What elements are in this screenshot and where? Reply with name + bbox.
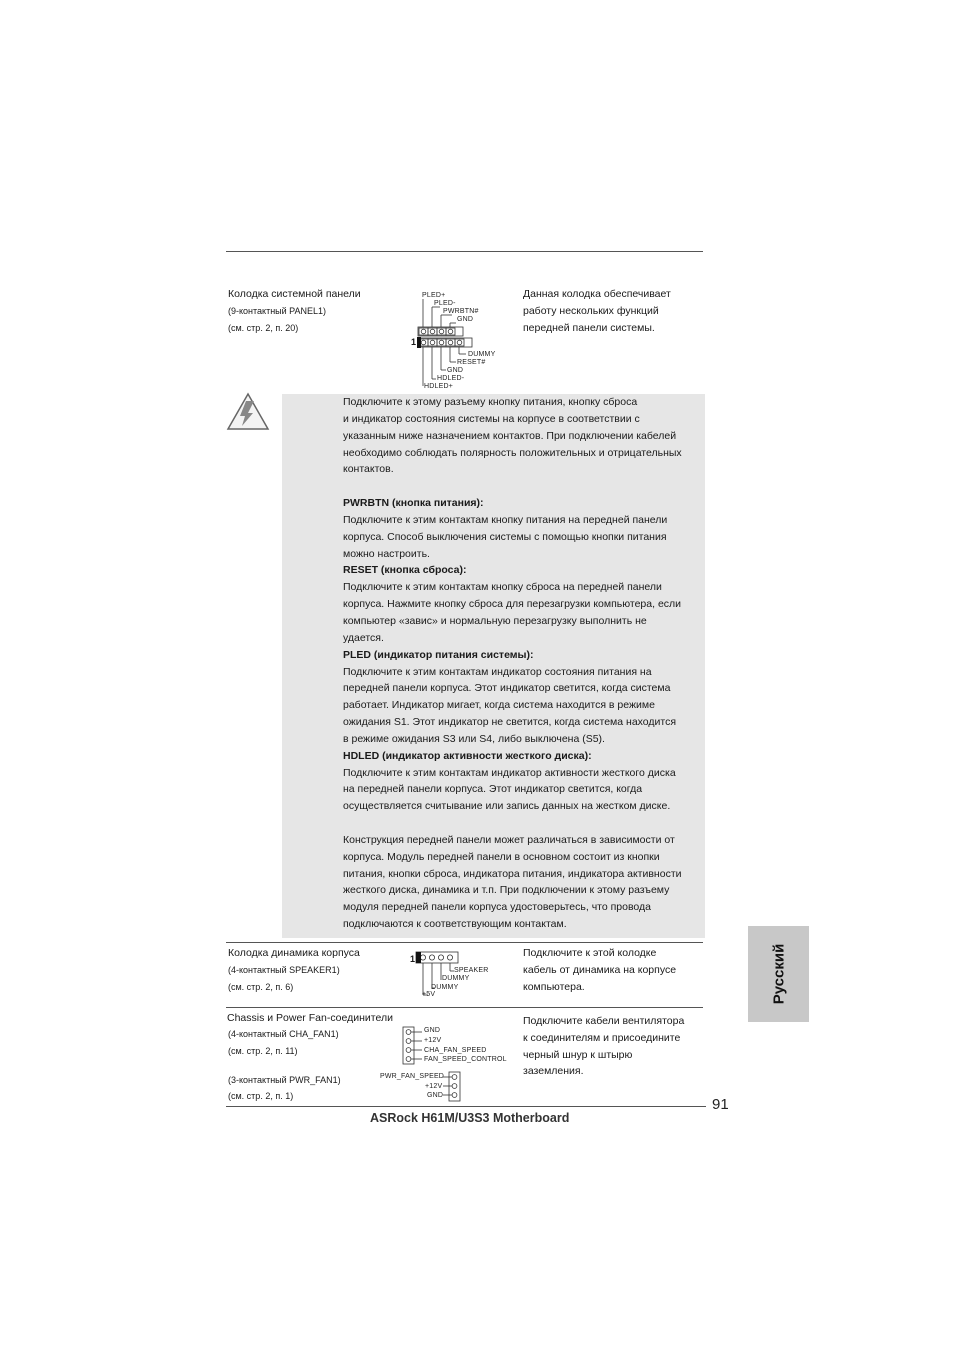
pin-label-cha-fan-speed: CHA_FAN_SPEED — [424, 1047, 487, 1054]
note-line: корпуса. Модуль передней панели в основном состоит из кнопки — [343, 850, 660, 863]
note-line: Подключите к этим контактам индикатор состояния питания на — [343, 665, 652, 678]
note-line: питания, кнопки сброса, индикатора питания, индикатора активности — [343, 867, 682, 880]
warning-icon — [226, 392, 270, 432]
pin-label-gnd-top: GND — [457, 316, 474, 323]
cha-fan-page-ref: (см. стр. 2, п. 11) — [228, 1046, 298, 1056]
cha-fan-diagram — [398, 1025, 510, 1067]
panel1-title: Колодка системной панели — [228, 288, 361, 300]
note-line: Конструкция передней панели может различаться в зависимости от — [343, 833, 675, 846]
pin-label-12v: +12V — [424, 1037, 442, 1044]
note-line: необходимо соблюдать полярность положительных и отрицательных — [343, 446, 682, 459]
note-line: Подключите к этим контактам кнопку питания на передней панели — [343, 513, 668, 526]
speaker-title: Колодка динамика корпуса — [228, 947, 360, 959]
pin-label-pled-plus: PLED+ — [422, 292, 446, 299]
pwr-fan-page-ref: (см. стр. 2, п. 1) — [228, 1091, 294, 1101]
panel1-subtitle: (9-контактный PANEL1) — [228, 306, 327, 316]
panel1-description-line: работу нескольких функций — [523, 304, 659, 317]
note-line: ожидания S1. Этот индикатор не светится, когда система находится — [343, 716, 677, 729]
fan-description-line: заземления. — [523, 1065, 584, 1078]
pin-label-pwrbtn: PWRBTN# — [443, 308, 479, 315]
fan-description-line: Подключите кабели вентилятора — [523, 1015, 685, 1027]
speaker-description — [523, 945, 676, 995]
pwr-fan-subtitle: (3-контактный PWR_FAN1) — [228, 1075, 341, 1085]
note-line: Подключите к этому разъему кнопку питания, кнопку сброса — [343, 396, 638, 408]
note-line: корпуса. Нажмите кнопку сброса для перезагрузки компьютера, если — [343, 598, 682, 611]
bottom-rule — [226, 1106, 706, 1107]
panel1-description-line: передней панели системы. — [523, 321, 655, 334]
note-line: подключаются к соответствующим контактам. — [343, 918, 567, 931]
pin-label-12v: +12V — [425, 1083, 443, 1090]
speaker-pin-one: 1 — [410, 954, 416, 964]
pwr-fan-diagram — [380, 1070, 470, 1104]
note-line: контактов. — [343, 463, 394, 476]
note-line: Подключите к этим контактам индикатор активности жесткого диска — [343, 766, 676, 779]
pin-label-hdled-minus: HDLED- — [437, 375, 465, 382]
top-rule — [226, 251, 703, 252]
note-line: осуществляется считывание или запись данных на жестком диске. — [343, 800, 671, 813]
note-line: работает. Индикатор мигает, когда система находится в режиме — [343, 699, 655, 712]
note-line: жесткого диска, динамика и т.п. При подключении к этому разъему — [343, 884, 670, 897]
pin-label-fan-speed-control: FAN_SPEED_CONTROL — [424, 1056, 507, 1063]
speaker-subtitle: (4-контактный SPEAKER1) — [228, 965, 340, 975]
section-rule — [226, 1007, 703, 1008]
pin-label-gnd: GND — [427, 1092, 444, 1099]
note-heading-hdled: HDLED (индикатор активности жесткого диска): — [343, 749, 592, 762]
pin-label-reset: RESET# — [457, 359, 486, 366]
cha-fan-subtitle: (4-контактный CHA_FAN1) — [228, 1029, 339, 1039]
pin-label-gnd: GND — [424, 1027, 441, 1034]
note-line: можно настроить. — [343, 547, 430, 560]
panel1-page-ref: (см. стр. 2, п. 20) — [228, 323, 299, 333]
speaker-page-ref: (см. стр. 2, п. 6) — [228, 982, 294, 992]
pin-label-pled-minus: PLED- — [434, 300, 456, 307]
panel1-description-line: Данная колодка обеспечивает — [523, 288, 671, 300]
pin-one-marker: 1 — [411, 337, 417, 347]
language-tab — [748, 926, 809, 1022]
section-rule — [226, 942, 703, 943]
fan-description-line: черный шнур к штырю — [523, 1048, 633, 1061]
note-line: указанным ниже назначением контактов. При подключении кабелей — [343, 429, 677, 442]
pwr-fan-connector-icon — [440, 1070, 470, 1104]
note-line: удается. — [343, 631, 384, 644]
fan-title: Chassis и Power Fan-соединители — [227, 1012, 393, 1024]
pin-label-speaker: SPEAKER — [454, 967, 489, 974]
pin-label-hdled-plus: HDLED+ — [424, 383, 454, 390]
note-heading-pled: PLED (индикатор питания системы): — [343, 648, 534, 661]
note-line: компьютер «завис» и нормальную перезагрузку выполнить не — [343, 614, 647, 627]
language-tab-label: Русский — [770, 943, 787, 1005]
pin-label-dummy: DUMMY — [442, 975, 470, 982]
speaker-description-line: кабель от динамика на корпусе — [523, 963, 677, 976]
note-line: Подключите к этим контактам кнопку сброса на передней панели — [343, 581, 662, 594]
pin-label-pwr-fan-speed: PWR_FAN_SPEED — [380, 1073, 445, 1080]
pin-label-plus5v: +5V — [422, 991, 436, 998]
note-line: и индикатор состояния системы на корпусе в соответствии с — [343, 412, 640, 425]
pin-label-dummy: DUMMY — [431, 984, 459, 991]
note-text — [343, 394, 708, 933]
speaker-description-line: Подключите к этой колодке — [523, 947, 657, 959]
page-footer: ASRock H61M/U3S3 Motherboard — [370, 1111, 570, 1125]
note-line: в режиме ожидания S3 или S4, либо выключена (S5). — [343, 732, 605, 745]
fan-description — [523, 1013, 684, 1080]
note-line: модуля передней панели корпуса удостоверьтесь, что провода — [343, 901, 652, 914]
note-line: передней панели корпуса. Этот индикатор светится, когда система — [343, 682, 671, 695]
panel1-description — [523, 286, 671, 336]
speaker-diagram — [408, 950, 488, 1002]
panel1-diagram — [410, 290, 510, 392]
pin-label-dummy: DUMMY — [468, 351, 496, 358]
note-heading-reset: RESET (кнопка сброса): — [343, 564, 467, 577]
page-number: 91 — [712, 1096, 729, 1113]
fan-description-line: к соединителям и присоедините — [523, 1031, 681, 1044]
note-line: на передней панели корпуса. Этот индикатор светится, когда — [343, 783, 643, 796]
note-line: корпуса. Способ выключения системы с помощью кнопки питания — [343, 530, 667, 543]
speaker-description-line: компьютера. — [523, 980, 585, 993]
pin-label-gnd-bottom: GND — [447, 367, 464, 374]
note-heading-pwrbtn: PWRBTN (кнопка питания): — [343, 497, 484, 510]
